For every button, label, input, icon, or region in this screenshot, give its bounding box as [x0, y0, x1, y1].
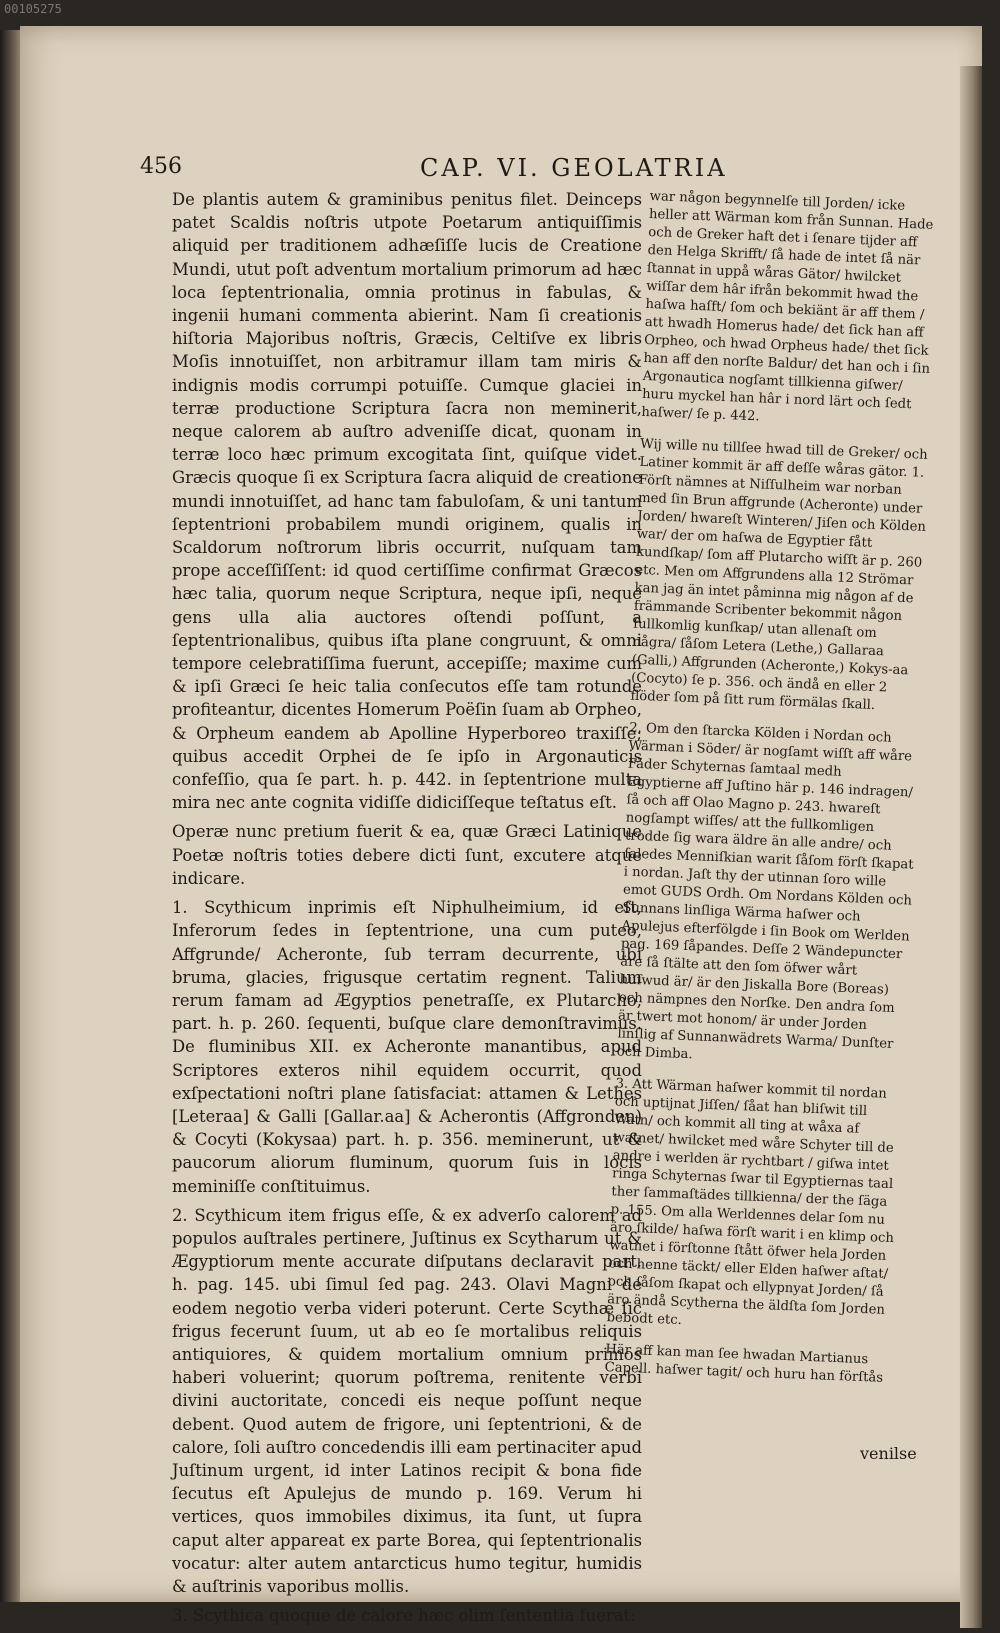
latin-column	[172, 188, 642, 1633]
latin-paragraph: De plantis autem & graminibus penitus filet. Deinceps patet Scaldis noſtris utpote Poetarum antiquiſſimis aliquid per traditionem adhæſiſſe lucis de Creatione Mundi, utut poſt adventum mortalium primorum ad hæc loca ſeptentrionalia, omnia protinus in fabulas, & ingenii humani commenta abierint. Nam ſi creationis hiſtoria Majoribus noſtris, Græcis, Celtiſve ex libris Moſis innotuiſſet, non arbitramur illam tam miris & indignis modis corrumpi potuiſſe. Cumque glaciei in terræ productione Scriptura ſacra non meminerit, neque calorem ab auſtro adveniſſe dicat, quonam in terræ loco hæc primum excogitata ſint, quiſque videt. Græcis quoque ſi ex Scriptura ſacra aliquid de creatione mundi innotuiſſet, ad hanc tam fabuloſam, & uni tantum ſeptentrioni probabilem mundi originem, qualis in Scaldorum noſtrorum libris occurrit, nuſquam tam prope acceſſiſſent: id quod certiſſime confirmat Græcos hæc talia, quorum neque Scriptura, neque ipſi, neque gens ulla alia auctores oſtendi poſſunt, a ſeptentrionalibus, quibus iſta plane congruunt, & omni tempore celebratiſſima fuerunt, accepiſſe; maxime cum & ipſi Græci ſe heic talia conſecutos eſſe tam rotunde profiteantur, dicentes Homerum Poëſin ſuam ab Orpheo, & Orpheum eandem ab Apolline Hyperboreo traxiſſe; quibus accedit Orphei de ſe ipſo in Argonauticis confeſſio, qua ſe part. h. p. 442. in ſeptentrione multa mira nec ante cognita vidiſſe didiciſſeque teſtatus eſt.	[172, 190, 642, 813]
swedish-paragraph: 2. Om den ſtarcka Kölden i Nordan och Wärman i Söder/ är nogſamt wiſſt aff wåre Fäder Schyternas ſamtaal medh Egyptierne aff Juſtino här p. 146 indragen/ ſå och aff Olao Magno p. 243. hwareſt nogſampt wiſſes/ att the fullkomligen trodde ſig wara äldre än alle andre/ och ſaledes Menniſkian warit ſåſom förſt ſkapat i nordan. Jaſt thy der utinnan ſoro wille emot GUDS Ordh. Om Nordans Kölden och Sunnans linſliga Wärma haſwer och Apulejus efterfölgde i ſin Book om Werlden pag. 169 ſåpandes. Deſſe 2 Wändepuncter äre ſå ſtälte att den ſom öfwer wårt huſwud är/ är den Jiskalla Bore (Boreas) och nämpnes den Norſke. Den andra ſom är twert mot honom/ är under Jorden linſlig af Sunnanwädrets Warma/ Dunſter och Dimba.	[616, 720, 914, 1063]
page-header	[20, 126, 982, 182]
scan-id-label: 00105275	[4, 2, 62, 16]
latin-paragraph: Operæ nunc pretium fuerit & ea, quæ Græci Latinique Poetæ noſtris toties debere dicti ſunt, excutere atque indicare.	[172, 822, 642, 888]
latin-paragraph: 1. Scythicum inprimis eſt Niphulheimium, id eſt, Inferorum ſedes in ſeptentrione, una cum puteo, Affgrunde/ Acheronte, ſub terram decurrente, ubi bruma, glacies, frigusque certatim regnent. Talium rerum famam ad Ægyptios penetraſſe, ex Plutarcho, part. h. p. 260. ſequenti, buſque clare demonſtravimus. De fluminibus XII. ex Acheronte manantibus, apud Scriptores exteros nihil equidem occurrit, quod exſpectationi noſtri plane ſatisfaciat: attamen & Lethes [Leteraa] & Galli [Gallar.aa] & Acherontis (Affgronden) & Cocyti (Kokysaa) part. h. p. 356. meminerunt, ut & paucorum aliorum fluminum, quorum ſuis in locis meminiſſe conſtituimus.	[172, 898, 642, 1196]
page-edge	[960, 66, 982, 1628]
latin-paragraph: 3. Scythica quoque de calore hæc olim ſententia fuerat:	[172, 1606, 636, 1626]
catchword: venilse	[860, 1444, 917, 1463]
running-title: CAP. VI. GEOLATRIA	[420, 154, 728, 182]
swedish-paragraph: 3. Att Wärman haſwer kommit til nordan och uptijnat Jiſſen/ ſåat han bliſwit till Watn/ och kommit all ting at wåxa af watnet/ hwilcket med wåre Schyter till de andre i werlden är rychtbart / giſwa intet ringa Schyternas ſwar til Egyptiernas taal ther ſammaſtädes tillkienna/ der the ſäga p. 155. Om alla Werldennes delar ſom nu äro ſkilde/ haſwa förſt warit i en klimp och watnet i förſtonne ſtått öfwer hela Jorden och henne täckt/ eller Elden haſwer aſtat/ och ſåſom ſkapat och ellypnyat Jorden/ ſå äro ändå Scytherna the äldſta ſom Jorden bebodt etc.	[606, 1076, 895, 1329]
swedish-paragraph: Här aff kan man ſee hwadan Martianus Capell. haſwer tagit/ och huru han förſtås	[604, 1342, 884, 1386]
swedish-column	[604, 188, 940, 1402]
swedish-paragraph: war någon begynnelſe till Jorden/ icke heller att Wärman kom från Sunnan. Hade och de Greker haft det i ſenare tijder aff den Helga Skrifft/ ſå hade de intet ſå när ſtannat in uppå wåras Gätor/ hwilcket wiſſar dem hâr ifrån bekommit hwad the haſwa haſft/ ſom och bekiänt är aff them / att hwadh Homerus hade/ det ſick han aff Orpheo, och hwad Orpheus hade/ thet ſick han aff den norſte Baldur/ det han och i ſin Argonautica nogſamt tillkienna giſwer/ huru myckel han hâr i nord lärt och ſedt haſwer/ ſe p. 442.	[641, 188, 934, 425]
latin-paragraph: 2. Scythicum item frigus eſſe, & ex adverſo calorem ad populos auſtrales pertinere, Juſtinus ex Scytharum ut & Ægyptiorum mente accurate diſputans declaravit part. h. pag. 145. ubi ſimul ſed pag. 243. Olavi Magni de eodem negotio verba videri poterunt. Certe Scythæ ſic frigus fecerunt ſuum, ut ab eo ſe mortalibus reliquis antiquiores, & quidem mortalium omnium primos haberi voluerint; quorum poſtrema, renitente verbi divini auctoritate, concedi eis neque poſſunt neque debent. Quod autem de frigore, uni ſeptentrioni, & de calore, ſoli auſtro concedendis illi eam pertinaciter apud Juſtinum urgent, id inter Latinos recipit & bona fide ſecutus eſt Apulejus de mundo p. 169. Verum hi vertices, quos immobiles diximus, ita ſunt, ut ſupra caput alter appareat ex parte Borea, qui ſeptentrionalis vocatur: alter autem antarcticus humo tegitur, humidis & auſtrinis vaporibus mollis.	[172, 1205, 642, 1596]
swedish-paragraph: Wij wille nu tillſee hwad till de Greker/ och Latiner kommit är aff deſſe wåras gätor. 1. Förſt nämnes at Niſſulheim war norban med ſin Brun affgrunde (Acheronte) under Jorden/ hwareſt Winteren/ Jiſen och Kölden war/ der om haſwa de Egyptier fått kundſkap/ ſom aff Plutarcho wiſſt är p. 260 etc. Men om Affgrundens alla 12 Strömar kan jag än intet påminna mig någon af de främmande Scribenter bekommit någon fullkomlig kunſkap/ utan allenaſt om några/ ſåſom Letera (Lethe,) Gallaraa (Galli,) Affgrunden (Acheronte,) Kokys-aa (Cocyto) ſe p. 356. och ändå en eller 2 flöder ſom på ſitt rum förmälas ſkall.	[630, 436, 928, 714]
book-page	[20, 26, 982, 1626]
page-number: 456	[140, 154, 182, 179]
